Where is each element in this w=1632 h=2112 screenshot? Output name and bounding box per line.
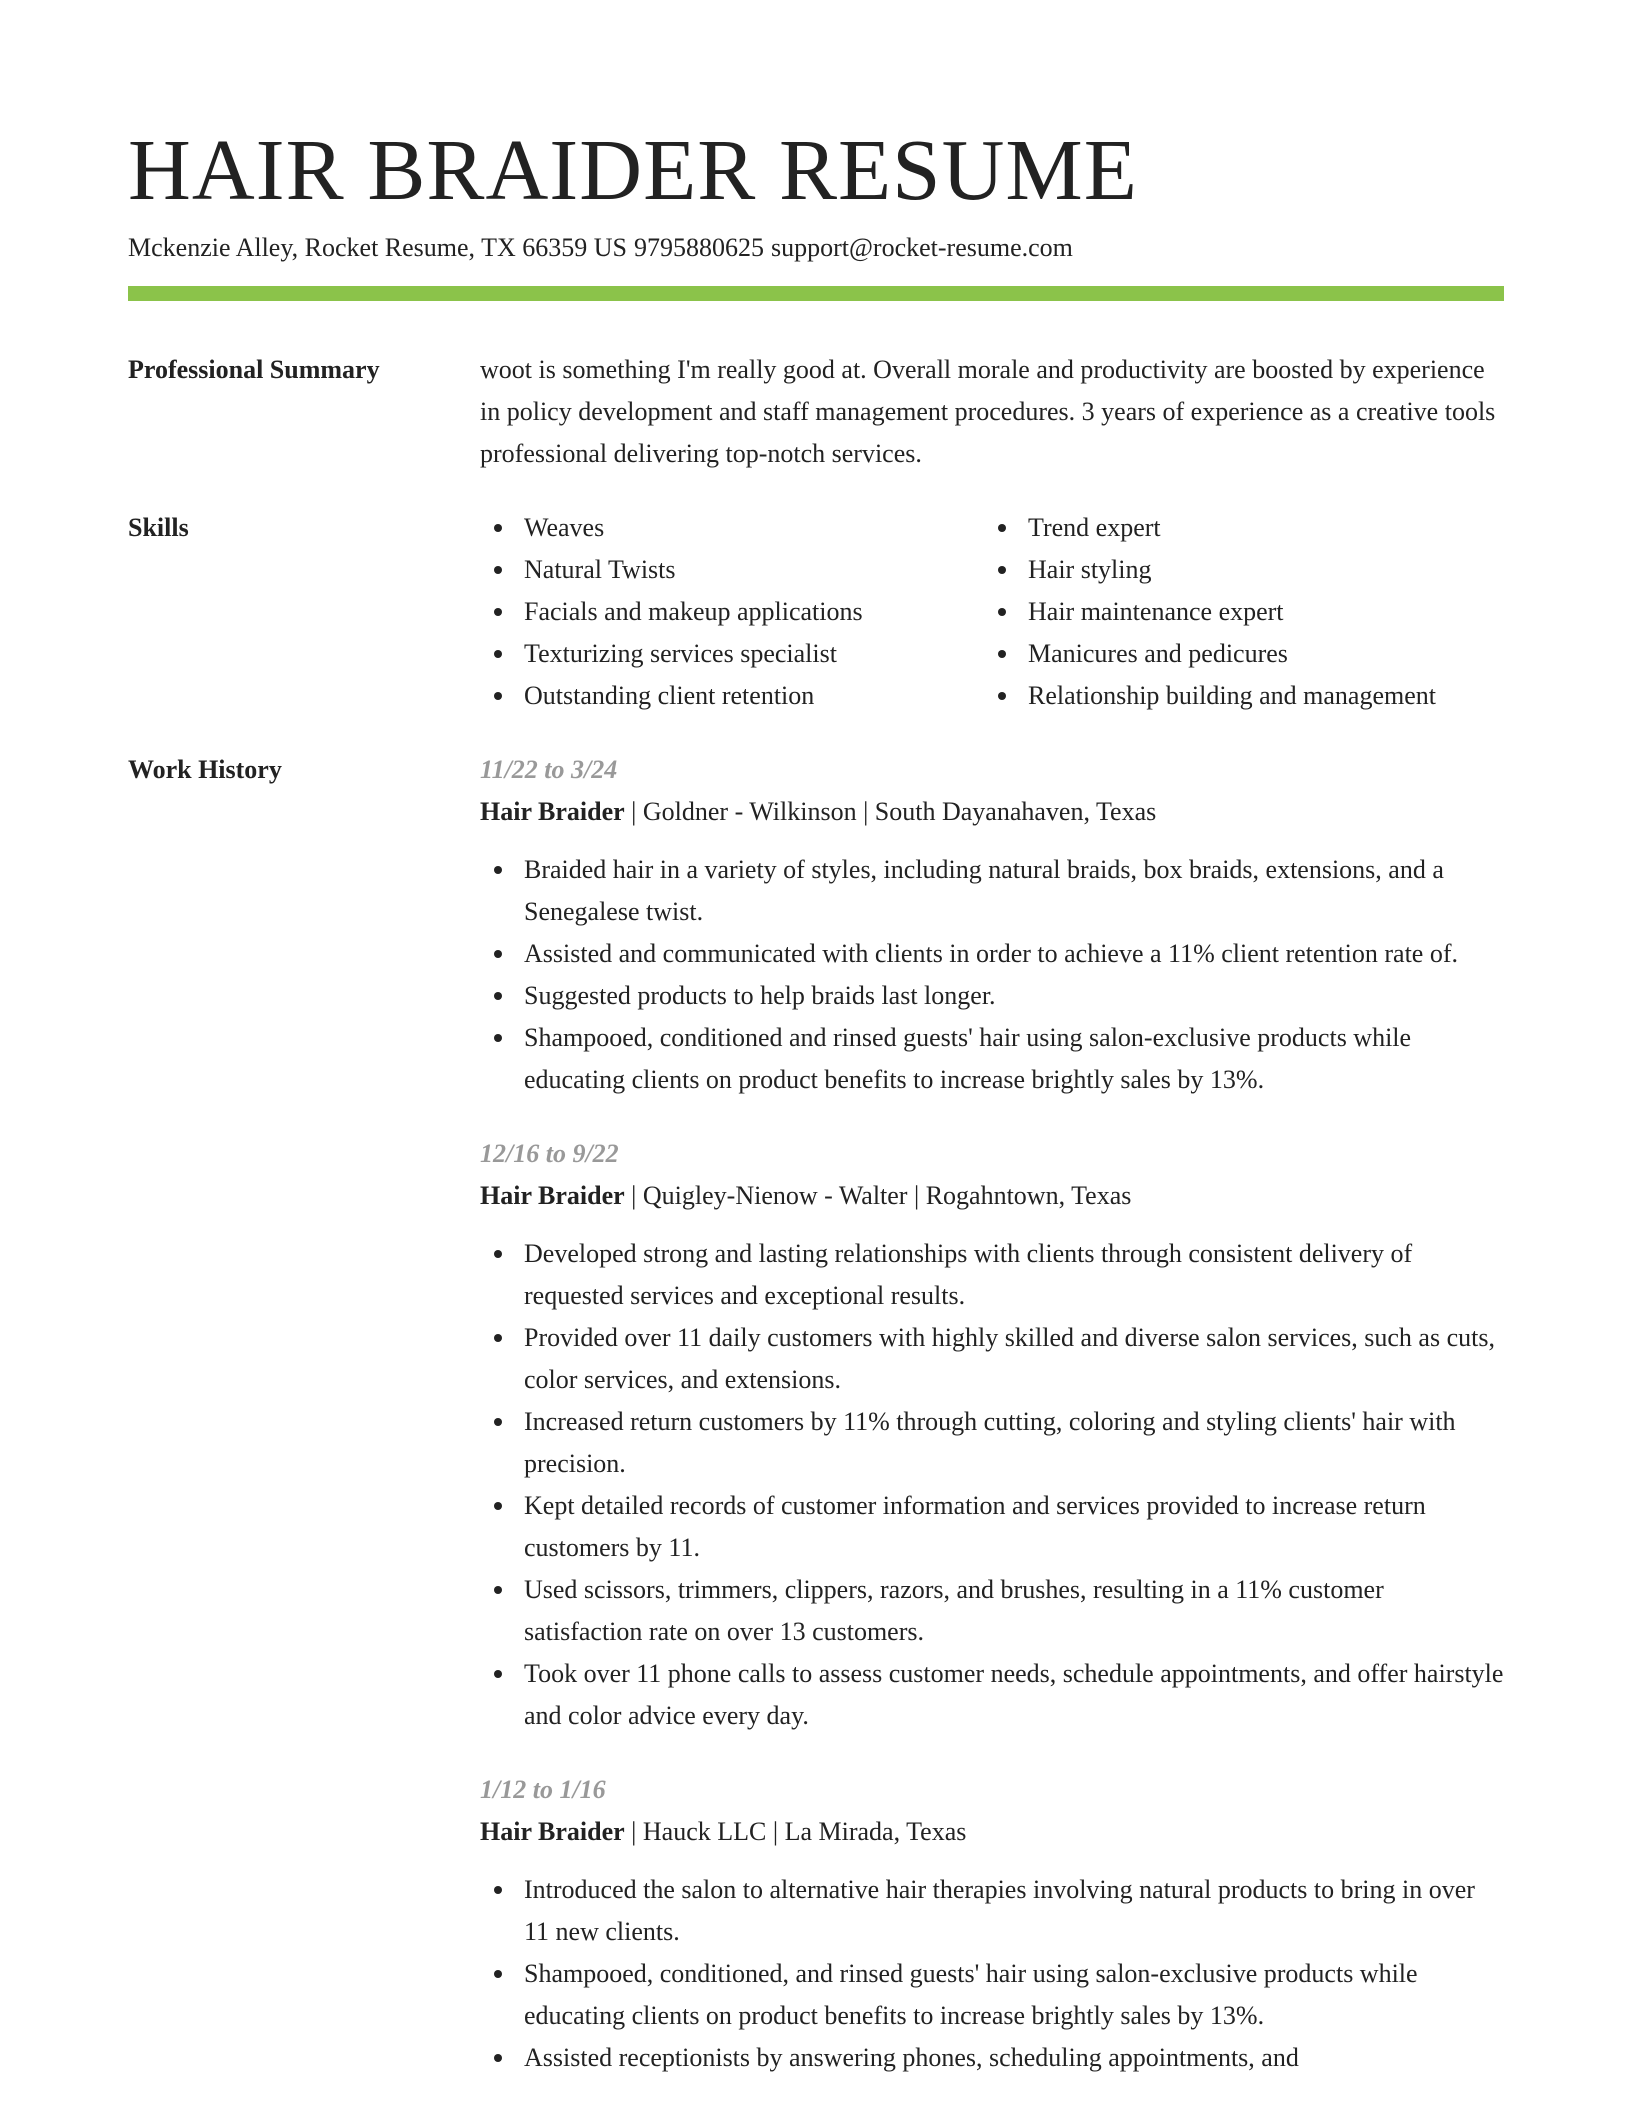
summary-heading: Professional Summary <box>128 355 380 384</box>
job-bullet: Introduced the salon to alternative hair therapies involving natural products to bring in over 11 new clients. <box>480 1869 1504 1953</box>
job-bullet: Assisted and communicated with clients in order to achieve a 11% client retention rate of. <box>480 933 1504 975</box>
skill-item: Weaves <box>480 507 984 549</box>
job-dates: 1/12 to 1/16 <box>480 1775 606 1804</box>
job-title: Hair Braider <box>480 1817 625 1846</box>
separator: | <box>631 1817 637 1846</box>
job-bullet: Shampooed, conditioned and rinsed guests' hair using salon-exclusive products while educating clients on product benefits to increase brightly sales by 13%. <box>480 1017 1504 1101</box>
skill-item: Manicures and pedicures <box>984 633 1488 675</box>
job-bullet: Developed strong and lasting relationships with clients through consistent delivery of requested services and exceptional results. <box>480 1233 1504 1317</box>
separator: | <box>913 1181 920 1210</box>
skill-item: Hair maintenance expert <box>984 591 1488 633</box>
skill-item: Outstanding client retention <box>480 675 984 717</box>
job-bullet: Took over 11 phone calls to assess customer needs, schedule appointments, and offer hairstyle and color advice every day. <box>480 1653 1504 1737</box>
job-entry <box>480 1769 1504 2079</box>
job-dates: 12/16 to 9/22 <box>480 1139 619 1168</box>
job-bullets <box>480 1233 1504 1737</box>
skills-column-right <box>984 507 1488 717</box>
job-bullet: Shampooed, conditioned, and rinsed guests' hair using salon-exclusive products while educating clients on product benefits to increase brightly sales by 13%. <box>480 1953 1504 2037</box>
resume-title: HAIR BRAIDER RESUME <box>128 121 1138 218</box>
contact-address: Mckenzie Alley, Rocket Resume, TX 66359 US <box>128 233 627 262</box>
separator: | <box>863 797 869 826</box>
separator: | <box>631 797 637 826</box>
job-entry <box>480 1133 1504 1737</box>
job-location: Rogahntown, Texas <box>925 1181 1132 1210</box>
skill-item: Texturizing services specialist <box>480 633 984 675</box>
job-bullet: Kept detailed records of customer information and services provided to increase return customers by 11. <box>480 1485 1504 1569</box>
job-location: La Mirada, Texas <box>784 1817 967 1846</box>
job-title: Hair Braider <box>480 797 625 826</box>
work-history-heading: Work History <box>128 755 282 784</box>
job-bullet: Used scissors, trimmers, clippers, razors, and brushes, resulting in a 11% customer satisfaction rate on over 13 customers. <box>480 1569 1504 1653</box>
job-bullet: Suggested products to help braids last longer. <box>480 975 1504 1017</box>
separator: | <box>631 1181 637 1210</box>
job-bullet: Provided over 11 daily customers with highly skilled and diverse salon services, such as cuts, color services, and extensions. <box>480 1317 1504 1401</box>
job-title: Hair Braider <box>480 1181 625 1210</box>
job-company: Goldner - Wilkinson <box>642 797 857 826</box>
job-company: Hauck LLC <box>642 1817 767 1846</box>
accent-divider <box>128 286 1504 301</box>
skill-item: Natural Twists <box>480 549 984 591</box>
job-bullets <box>480 849 1504 1101</box>
job-bullets <box>480 1869 1504 2079</box>
summary-text: woot is something I'm really good at. Overall morale and productivity are boosted by experience in policy development and staff management procedures. 3 years of experience as a creative tools professional delivering top-notch services. <box>480 355 1496 468</box>
skills-column-left <box>480 507 984 717</box>
contact-email: support@rocket-resume.com <box>770 233 1073 262</box>
job-bullet: Increased return customers by 11% through cutting, coloring and styling clients' hair with precision. <box>480 1401 1504 1485</box>
skill-item: Relationship building and management <box>984 675 1488 717</box>
contact-phone: 9795880625 <box>633 233 764 262</box>
job-location: South Dayanahaven, Texas <box>874 797 1157 826</box>
skill-item: Hair styling <box>984 549 1488 591</box>
skill-item: Trend expert <box>984 507 1488 549</box>
job-entry <box>480 749 1504 1101</box>
job-dates: 11/22 to 3/24 <box>480 755 618 784</box>
job-company: Quigley-Nienow - Walter <box>642 1181 908 1210</box>
job-bullet: Assisted receptionists by answering phones, scheduling appointments, and <box>480 2037 1504 2079</box>
separator: | <box>772 1817 779 1846</box>
skill-item: Facials and makeup applications <box>480 591 984 633</box>
job-bullet: Braided hair in a variety of styles, including natural braids, box braids, extensions, and a Senegalese twist. <box>480 849 1504 933</box>
skills-heading: Skills <box>128 513 189 542</box>
job-header <box>480 1175 1504 1217</box>
contact-line <box>128 232 1073 264</box>
job-header <box>480 791 1504 833</box>
job-header <box>480 1811 1504 1853</box>
